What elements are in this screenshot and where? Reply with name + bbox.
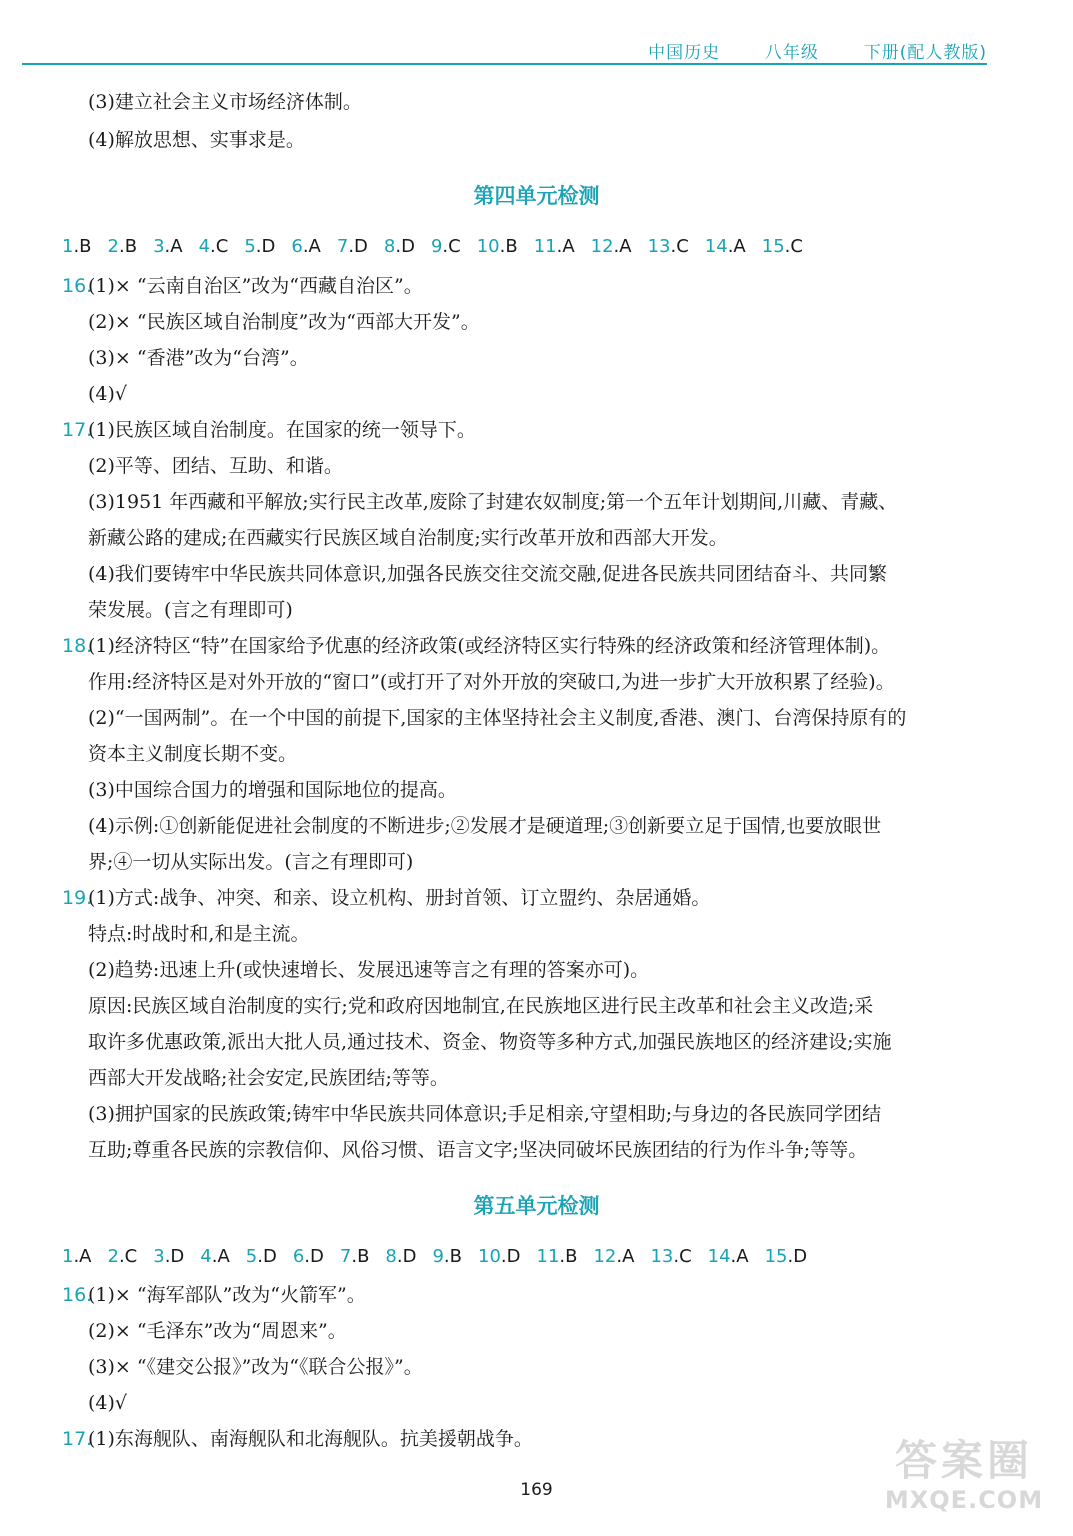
- choice-number: 2: [107, 1246, 119, 1267]
- choice-letter: .C: [210, 236, 229, 257]
- header-rule: [22, 63, 987, 65]
- choice-letter: .A: [211, 1246, 230, 1267]
- choice-answer: [385, 1246, 416, 1267]
- choice-letter: .B: [118, 236, 138, 257]
- choice-answer: [537, 1246, 578, 1267]
- choice-answer: [384, 236, 415, 257]
- choice-number: 3: [153, 236, 165, 257]
- choice-answer: [705, 236, 746, 257]
- intro-line-2: (4)解放思想、实事求是。: [88, 129, 305, 151]
- choice-answer: [593, 1246, 634, 1267]
- u4-q17-line-1: (1)民族区域自治制度。在国家的统一领导下。: [88, 419, 476, 441]
- choice-letter: .D: [348, 236, 368, 257]
- choice-number: 14: [707, 1246, 731, 1267]
- watermark-top-text: 答案圈: [894, 1436, 1033, 1485]
- choice-number: 5: [245, 1246, 258, 1267]
- u5-q17-line-1: (1)东海舰队、南海舰队和北海舰队。抗美援朝战争。: [88, 1428, 533, 1450]
- choice-letter: .B: [73, 236, 92, 257]
- u4-q18-line-3: (2)“一国两制”。在一个中国的前提下,国家的主体坚持社会主义制度,香港、澳门、台湾保持原有的: [88, 707, 907, 729]
- choice-number: 9: [432, 1246, 444, 1267]
- choice-letter: .B: [351, 1246, 370, 1267]
- unit4-title: 第四单元检测: [473, 183, 600, 208]
- u4-q17-line-6: 荣发展。(言之有理即可): [88, 599, 293, 621]
- choice-letter: .A: [73, 1246, 92, 1267]
- u4-q16-line-1: (1)× “云南自治区”改为“西藏自治区”。: [88, 275, 423, 297]
- choice-letter: .B: [499, 236, 518, 257]
- choice-answer: [62, 1246, 92, 1267]
- choice-answer: [534, 236, 575, 257]
- q16-number: 16.: [62, 275, 93, 297]
- header-title: 中国历史 八年级 下册(配人教版): [648, 43, 987, 63]
- choice-letter: .D: [304, 1246, 324, 1267]
- u4-q16-line-4: (4)√: [88, 383, 128, 405]
- choice-letter: .D: [500, 1246, 521, 1267]
- choice-number: 12: [590, 236, 614, 257]
- u4-q19-line-3: (2)趋势:迅速上升(或快速增长、发展迅速等言之有理的答案亦可)。: [88, 959, 650, 981]
- choice-number: 6: [292, 1246, 305, 1267]
- choice-letter: .A: [727, 236, 746, 257]
- u4-q19-line-2: 特点:时战时和,和是主流。: [88, 923, 310, 945]
- choice-answer: [432, 1246, 462, 1267]
- u4-q19-line-1: (1)方式:战争、冲突、和亲、设立机构、册封首领、订立盟约、杂居通婚。: [88, 887, 711, 909]
- choice-number: 11: [533, 236, 557, 257]
- choice-letter: .D: [396, 1246, 417, 1267]
- choice-letter: .D: [395, 236, 415, 257]
- choice-letter: .A: [164, 236, 183, 257]
- u4-q18-line-2: 作用:经济特区是对外开放的“窗口”(或打开了对外开放的突破口,为进一步扩大开放积累了经验)。: [88, 671, 895, 693]
- u4-q18-line-1: (1)经济特区“特”在国家给予优惠的经济政策(或经济特区实行特殊的经济政策和经济管理体制)。: [88, 635, 891, 657]
- choice-answer: [153, 1246, 184, 1267]
- choice-letter: .A: [616, 1246, 635, 1267]
- choice-number: 1: [62, 1246, 74, 1267]
- choice-answer: [199, 236, 229, 257]
- choice-number: 8: [383, 236, 396, 257]
- intro-line-1: (3)建立社会主义市场经济体制。: [88, 91, 362, 113]
- choice-letter: .B: [443, 1246, 462, 1267]
- u5-q16-line-4: (4)√: [88, 1392, 128, 1414]
- choice-answer: [62, 236, 92, 257]
- choice-answer: [478, 1246, 521, 1267]
- u4-q18-line-4: 资本主义制度长期不变。: [88, 743, 298, 765]
- choice-number: 4: [200, 1246, 212, 1267]
- choice-answer: [708, 1246, 749, 1267]
- q17-number: 17.: [62, 1428, 93, 1450]
- choice-answer: [650, 1246, 691, 1267]
- choice-number: 6: [291, 236, 303, 257]
- choice-answer: [648, 236, 689, 257]
- choice-answer: [108, 236, 138, 257]
- u5-q16-line-1: (1)× “海军部队”改为“火箭军”。: [88, 1284, 366, 1306]
- page-number: 169: [520, 1480, 553, 1500]
- watermark-logo: [879, 1436, 1049, 1526]
- choice-answer: [108, 1246, 138, 1267]
- choice-number: 13: [650, 1246, 674, 1267]
- choice-number: 13: [647, 236, 671, 257]
- u4-q16-line-2: (2)× “民族区域自治制度”改为“西部大开发”。: [88, 311, 480, 333]
- u4-q18-line-5: (3)中国综合国力的增强和国际地位的提高。: [88, 779, 457, 801]
- choice-number: 15: [761, 236, 785, 257]
- choice-number: 8: [385, 1246, 397, 1267]
- u4-q19-line-4: 原因:民族区域自治制度的实行;党和政府因地制宜,在民族地区进行民主改革和社会主义改造;采: [88, 995, 874, 1017]
- choice-answer: [291, 236, 321, 257]
- choice-letter: .B: [559, 1246, 578, 1267]
- u4-q17-line-5: (4)我们要铸牢中华民族共同体意识,加强各民族交往交流交融,促进各民族共同团结奋斗、共同繁: [88, 563, 887, 585]
- choice-letter: .A: [613, 236, 632, 257]
- choice-letter: .D: [257, 1246, 277, 1267]
- choice-answer: [200, 1246, 230, 1267]
- choice-answer: [762, 236, 803, 257]
- choice-letter: .C: [784, 236, 803, 257]
- choice-number: 1: [62, 236, 74, 257]
- choice-number: 11: [536, 1246, 560, 1267]
- choice-number: 9: [430, 236, 443, 257]
- choice-number: 12: [593, 1246, 617, 1267]
- choice-letter: .A: [302, 236, 321, 257]
- choice-number: 7: [336, 236, 349, 257]
- choice-letter: .D: [255, 236, 276, 257]
- choice-answer: [246, 1246, 277, 1267]
- watermark-bottom-text: MXQE.COM: [884, 1486, 1044, 1514]
- u4-q18-line-6: (4)示例:①创新能促进社会制度的不断进步;②发展才是硬道理;③创新要立足于国情,也要放眼世: [88, 815, 882, 837]
- choice-letter: .C: [442, 236, 461, 257]
- u4-q19-line-7: (3)拥护国家的民族政策;铸牢中华民族共同体意识;手足相亲,守望相助;与身边的各民族同学团结: [88, 1103, 882, 1125]
- choice-answer: [244, 236, 275, 257]
- choice-number: 4: [198, 236, 211, 257]
- choice-number: 10: [476, 236, 500, 257]
- choice-letter: .A: [730, 1246, 749, 1267]
- choice-letter: .D: [164, 1246, 185, 1267]
- choice-answer: [477, 236, 518, 257]
- q17-number: 17.: [62, 419, 93, 441]
- choice-letter: .D: [787, 1246, 808, 1267]
- choice-answer: [765, 1246, 808, 1267]
- choice-answer: [591, 236, 632, 257]
- u4-q17-line-2: (2)平等、团结、互助、和谐。: [88, 455, 343, 477]
- choice-answer: [431, 236, 461, 257]
- choice-letter: .C: [673, 1246, 692, 1267]
- unit5-title: 第五单元检测: [473, 1193, 600, 1218]
- u4-q18-line-7: 界;④一切从实际出发。(言之有理即可): [88, 851, 414, 873]
- choice-number: 10: [478, 1246, 501, 1267]
- choice-number: 3: [153, 1246, 165, 1267]
- u5-q16-line-2: (2)× “毛泽东”改为“周恩来”。: [88, 1320, 347, 1342]
- choice-number: 15: [764, 1246, 788, 1267]
- u4-q19-line-6: 西部大开发战略;社会安定,民族团结;等等。: [88, 1067, 449, 1089]
- choice-letter: .A: [556, 236, 575, 257]
- unit5-choices: [62, 1246, 823, 1267]
- choice-number: 5: [244, 236, 256, 257]
- q19-number: 19.: [62, 887, 93, 909]
- choice-answer: [153, 236, 183, 257]
- unit4-choices: [62, 236, 819, 257]
- choice-letter: .C: [670, 236, 689, 257]
- choice-answer: [293, 1246, 324, 1267]
- choice-answer: [340, 1246, 370, 1267]
- choice-number: 2: [107, 236, 119, 257]
- choice-answer: [337, 236, 368, 257]
- u5-q16-line-3: (3)× “《建交公报》”改为“《联合公报》”。: [88, 1356, 423, 1378]
- choice-number: 7: [339, 1246, 352, 1267]
- q16-number: 16.: [62, 1284, 93, 1306]
- u4-q19-line-5: 取许多优惠政策,派出大批人员,通过技术、资金、物资等多种方式,加强民族地区的经济建设;实施: [88, 1031, 892, 1053]
- q18-number: 18.: [62, 635, 93, 657]
- u4-q17-line-3: (3)1951 年西藏和平解放;实行民主改革,废除了封建农奴制度;第一个五年计划期间,川藏、青藏、: [88, 491, 898, 513]
- u4-q19-line-8: 互助;尊重各民族的宗教信仰、风俗习惯、语言文字;坚决同破坏民族团结的行为作斗争;等等。: [88, 1139, 868, 1161]
- choice-letter: .C: [118, 1246, 138, 1267]
- u4-q16-line-3: (3)× “香港”改为“台湾”。: [88, 347, 309, 369]
- choice-number: 14: [704, 236, 728, 257]
- u4-q17-line-4: 新藏公路的建成;在西藏实行民族区域自治制度;实行改革开放和西部大开发。: [88, 527, 728, 549]
